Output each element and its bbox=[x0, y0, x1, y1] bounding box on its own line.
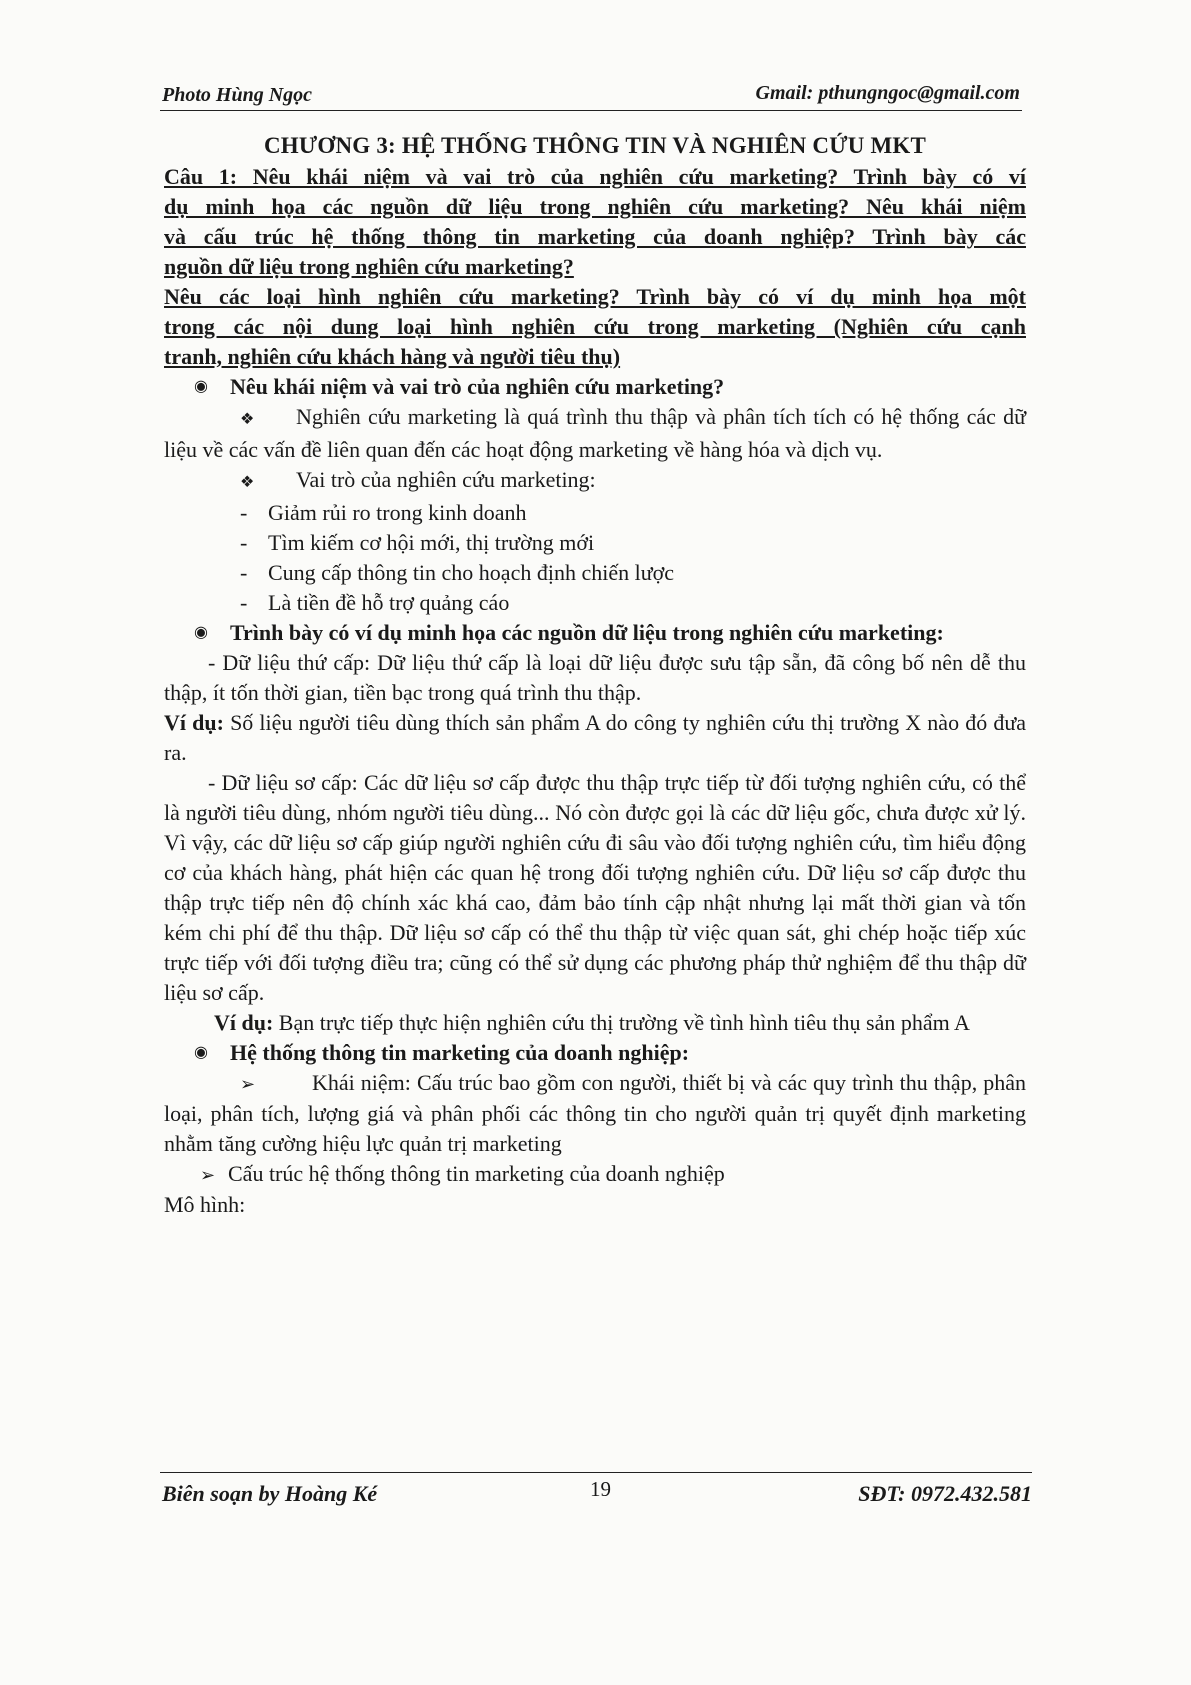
question-line: trong các nội dung loại hình nghiên cứu trong marketing (Nghiên cứu cạnh bbox=[164, 314, 1026, 339]
role-text: Cung cấp thông tin cho hoạch định chiến lược bbox=[268, 560, 675, 585]
header-left-text: Photo Hùng Ngọc bbox=[162, 84, 313, 106]
example-label: Ví dụ: bbox=[214, 1010, 274, 1035]
example-text: Bạn trực tiếp thực hiện nghiên cứu thị trường về tình hình tiêu thụ sản phẩm A bbox=[273, 1010, 970, 1035]
section-heading-concept bbox=[164, 372, 1026, 402]
example-text: Số liệu người tiêu dùng thích sản phẩm A do công ty nghiên cứu thị trường X nào đó đưa ra. bbox=[164, 710, 1027, 765]
definition-paragraph bbox=[164, 402, 1026, 465]
question-line: Câu 1: Nêu khái niệm và vai trò của nghiên cứu marketing? Trình bày có ví bbox=[164, 164, 1026, 189]
structure-text: Cấu trúc hệ thống thông tin marketing của doanh nghiệp bbox=[228, 1161, 725, 1186]
bullet-icon: ◉ bbox=[194, 624, 208, 641]
page-header bbox=[160, 80, 1022, 111]
role-text: Giảm rủi ro trong kinh doanh bbox=[268, 500, 527, 525]
diamond-star-icon: ❖ bbox=[240, 474, 255, 491]
section-heading-info-system bbox=[164, 1038, 1026, 1068]
secondary-data-paragraph: - Dữ liệu thứ cấp: Dữ liệu thứ cấp là loại dữ liệu được sưu tập sẵn, đã công bố nên dễ thu thập, ít tốn thời gian, tiền bạc trong quá trình thu thập. bbox=[164, 650, 1026, 705]
page-number: 19 bbox=[590, 1477, 611, 1501]
model-label: Mô hình: bbox=[164, 1192, 246, 1217]
question-line: nguồn dữ liệu trong nghiên cứu marketing? bbox=[164, 254, 574, 279]
role-item bbox=[164, 498, 1026, 528]
example-paragraph bbox=[164, 708, 1026, 768]
primary-data-paragraph: - Dữ liệu sơ cấp: Các dữ liệu sơ cấp được thu thập trực tiếp từ đối tượng nghiên cứu, có thể là người tiêu dùng, nhóm người tiêu dùng... Nó còn được gọi là các dữ liệu gốc, chưa được xử lý. Vì vậy, các dữ liệu sơ cấp giúp người nghiên cứu đi sâu vào đối tượng nghiên cứu, tìm hiểu động cơ của khách hàng, phát hiện các quan hệ trong đối tượng nghiên cứu. Dữ liệu sơ cấp được thu thập trực tiếp nên độ chính xác khá cao, đảm bảo tính cập nhật nhưng lại mất thời gian và tốn kém chi phí để thu thập. Dữ liệu sơ cấp có thể thu thập từ việc quan sát, ghi chép hoặc tiếp xúc trực tiếp với đối tượng điều tra; cũng có thể sử dụng các phương pháp thử nghiệm để thu thập dữ liệu sơ cấp. bbox=[164, 770, 1026, 1005]
dash-icon: - bbox=[240, 500, 248, 525]
bullet-icon: ◉ bbox=[194, 1044, 208, 1061]
role-text: Là tiền đề hỗ trợ quảng cáo bbox=[268, 590, 510, 615]
role-item bbox=[164, 558, 1026, 588]
question-block bbox=[164, 162, 1026, 372]
footer-author: Biên soạn by Hoàng Ké bbox=[162, 1481, 378, 1506]
dash-icon: - bbox=[240, 590, 248, 615]
section-heading-data-sources bbox=[164, 618, 1026, 648]
question-line: dụ minh họa các nguồn dữ liệu trong nghiên cứu marketing? Nêu khái niệm bbox=[164, 194, 1026, 219]
page-content bbox=[164, 130, 1026, 1220]
dash-icon: - bbox=[240, 560, 248, 585]
arrow-icon: ➢ bbox=[240, 1074, 256, 1094]
question-line: và cấu trúc hệ thống thông tin marketing của doanh nghiệp? Trình bày các bbox=[164, 224, 1026, 249]
definition-text: Nghiên cứu marketing là quá trình thu thập và phân tích tích có hệ thống các dữ liệu về các vấn đề liên quan đến các hoạt động marketing về hàng hóa và dịch vụ. bbox=[164, 404, 1026, 462]
roles-title-text: Vai trò của nghiên cứu marketing: bbox=[296, 467, 596, 492]
question-line: Nêu các loại hình nghiên cứu marketing? Trình bày có ví dụ minh họa một bbox=[164, 284, 1026, 309]
section-heading-text: Nêu khái niệm và vai trò của nghiên cứu marketing? bbox=[230, 374, 725, 399]
header-email: Gmail: pthungngoc@gmail.com bbox=[755, 82, 1020, 104]
example-paragraph bbox=[164, 1008, 1026, 1038]
footer-phone: SĐT: 0972.432.581 bbox=[858, 1481, 1032, 1506]
section-heading-text: Trình bày có ví dụ minh họa các nguồn dữ liệu trong nghiên cứu marketing: bbox=[230, 620, 944, 645]
role-item bbox=[164, 588, 1026, 618]
arrow-icon: ➢ bbox=[200, 1165, 216, 1185]
roles-title bbox=[164, 465, 1026, 498]
page-footer bbox=[160, 1472, 1032, 1513]
dash-icon: - bbox=[240, 530, 248, 555]
bullet-icon: ◉ bbox=[194, 378, 208, 395]
concept-text: Khái niệm: Cấu trúc bao gồm con người, thiết bị và các quy trình thu thập, phân loại, phân tích, lượng giá và phân phối các thông tin cho người quản trị quyết định marketing nhằm tăng cường hiệu lực quản trị marketing bbox=[164, 1070, 1026, 1156]
chapter-title: CHƯƠNG 3: HỆ THỐNG THÔNG TIN VÀ NGHIÊN CỨU MKT bbox=[264, 133, 926, 158]
question-line: tranh, nghiên cứu khách hàng và người tiêu thụ) bbox=[164, 344, 621, 369]
section-heading-text: Hệ thống thông tin marketing của doanh nghiệp: bbox=[230, 1040, 690, 1065]
structure-line bbox=[164, 1159, 1026, 1190]
role-text: Tìm kiếm cơ hội mới, thị trường mới bbox=[268, 530, 595, 555]
diamond-star-icon: ❖ bbox=[240, 411, 255, 428]
example-label: Ví dụ: bbox=[164, 710, 224, 735]
role-item bbox=[164, 528, 1026, 558]
concept-paragraph bbox=[164, 1068, 1026, 1159]
